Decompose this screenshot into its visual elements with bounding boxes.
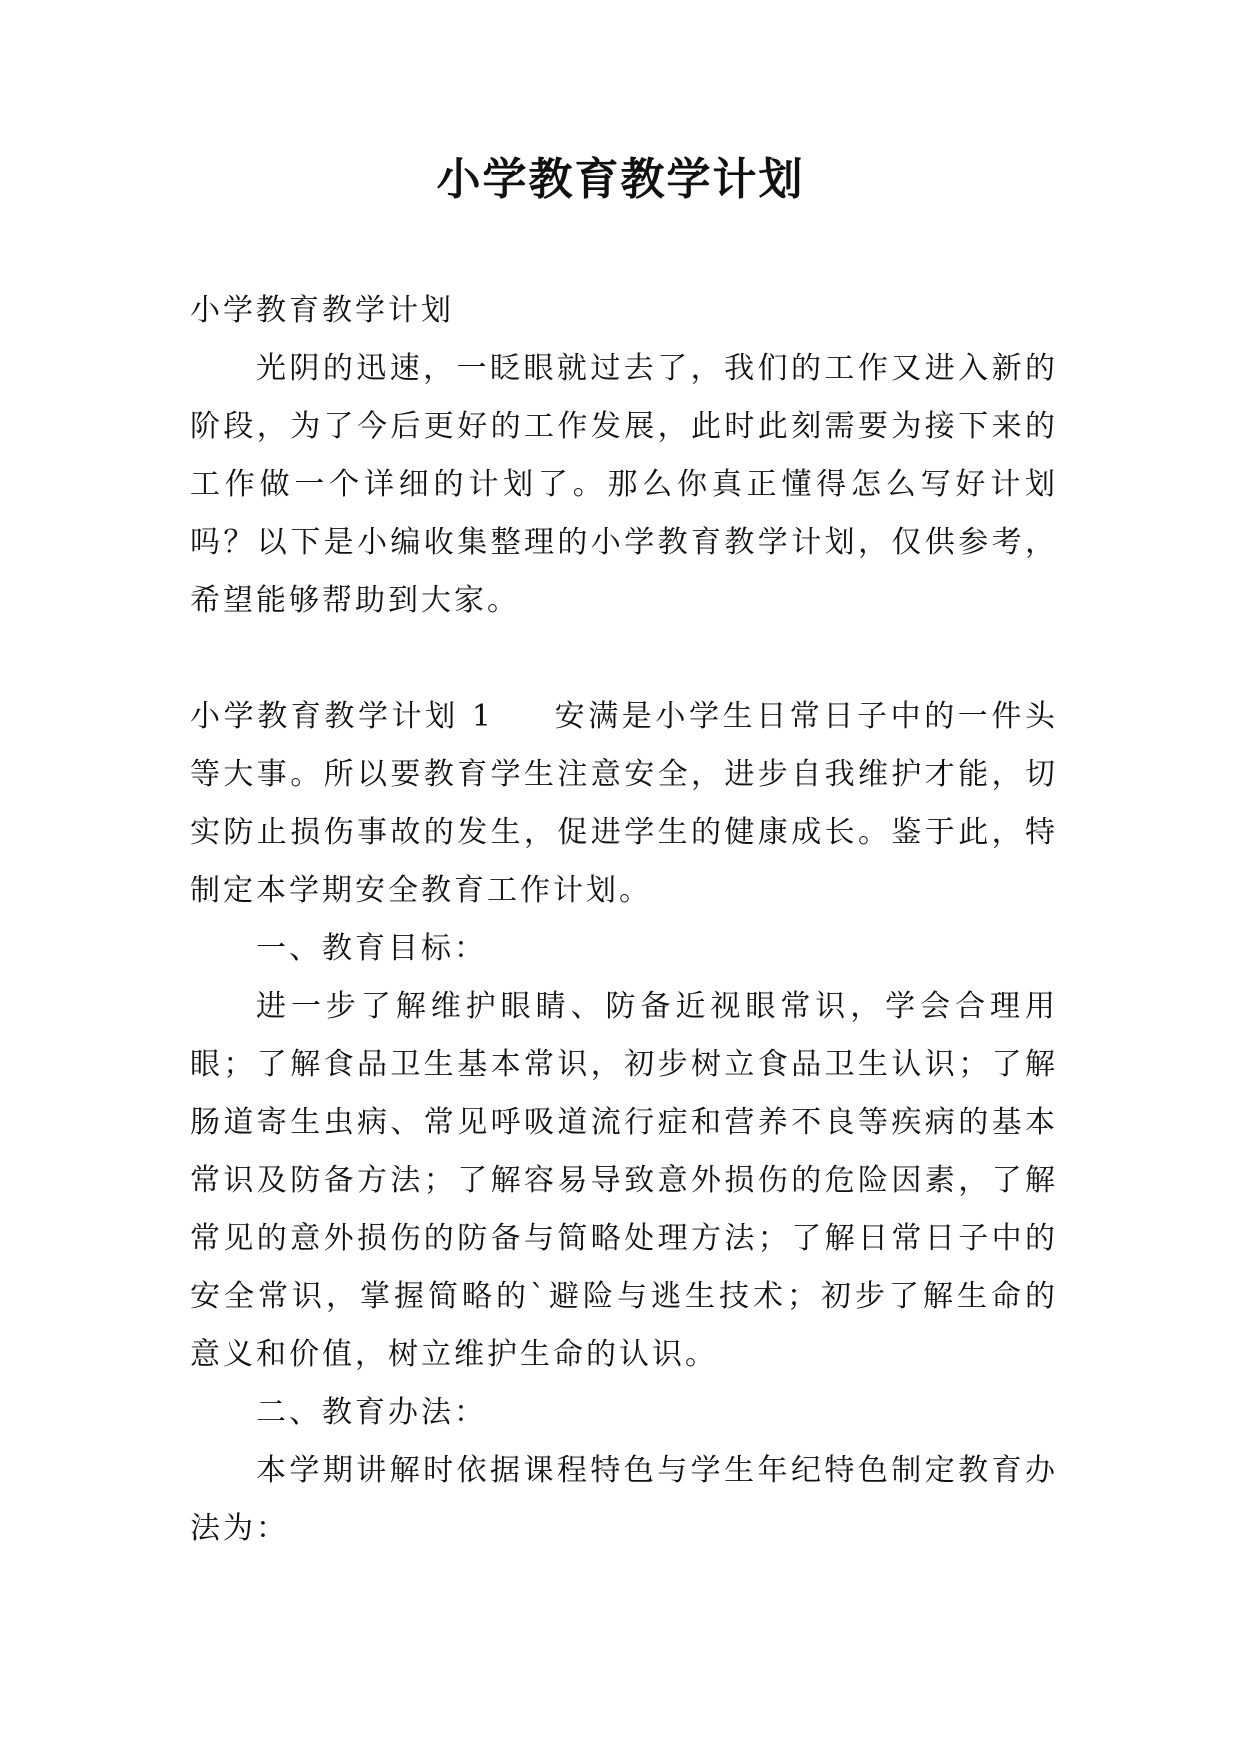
section2-paragraph: 本学期讲解时依据课程特色与学生年纪特色制定教育办法为： bbox=[190, 1453, 1058, 1546]
document-body bbox=[190, 282, 1058, 1558]
section1-heading: 一、教育目标： bbox=[256, 931, 487, 966]
plan1-text: 安满是小学生日常日子中的一件头等大事。所以要教育学生注意安全，进步自我维护才能，切实防止损伤事故的发生，促进学生的健康成长。鉴于此，特制定本学期安全教育工作计划。 bbox=[190, 699, 1058, 908]
intro-paragraph: 光阴的迅速，一眨眼就过去了，我们的工作又进入新的阶段，为了今后更好的工作发展，此时此刻需要为接下来的工作做一个详细的计划了。那么你真正懂得怎么写好计划吗？以下是小编收集整理的小学教育教学计划，仅供参考，希望能够帮助到大家。 bbox=[190, 351, 1058, 618]
paragraph-spacer bbox=[190, 630, 1058, 688]
plan1-paragraph bbox=[190, 688, 1058, 920]
document-subtitle: 小学教育教学计划 bbox=[190, 293, 454, 328]
section2-heading: 二、教育办法： bbox=[256, 1395, 487, 1430]
plan1-heading: 小学教育教学计划 1 bbox=[190, 699, 495, 734]
document-title: 小学教育教学计划 bbox=[436, 154, 805, 205]
section1-paragraph: 进一步了解维护眼睛、防备近视眼常识，学会合理用眼；了解食品卫生基本常识，初步树立食品卫生认识；了解肠道寄生虫病、常见呼吸道流行症和营养不良等疾病的基本常识及防备方法；了解容易导致意外损伤的危险因素，了解常见的意外损伤的防备与简略处理方法；了解日常日子中的安全常识，掌握简略的`避险与逃生技术；初步了解生命的意义和价值，树立维护生命的认识。 bbox=[190, 989, 1058, 1372]
